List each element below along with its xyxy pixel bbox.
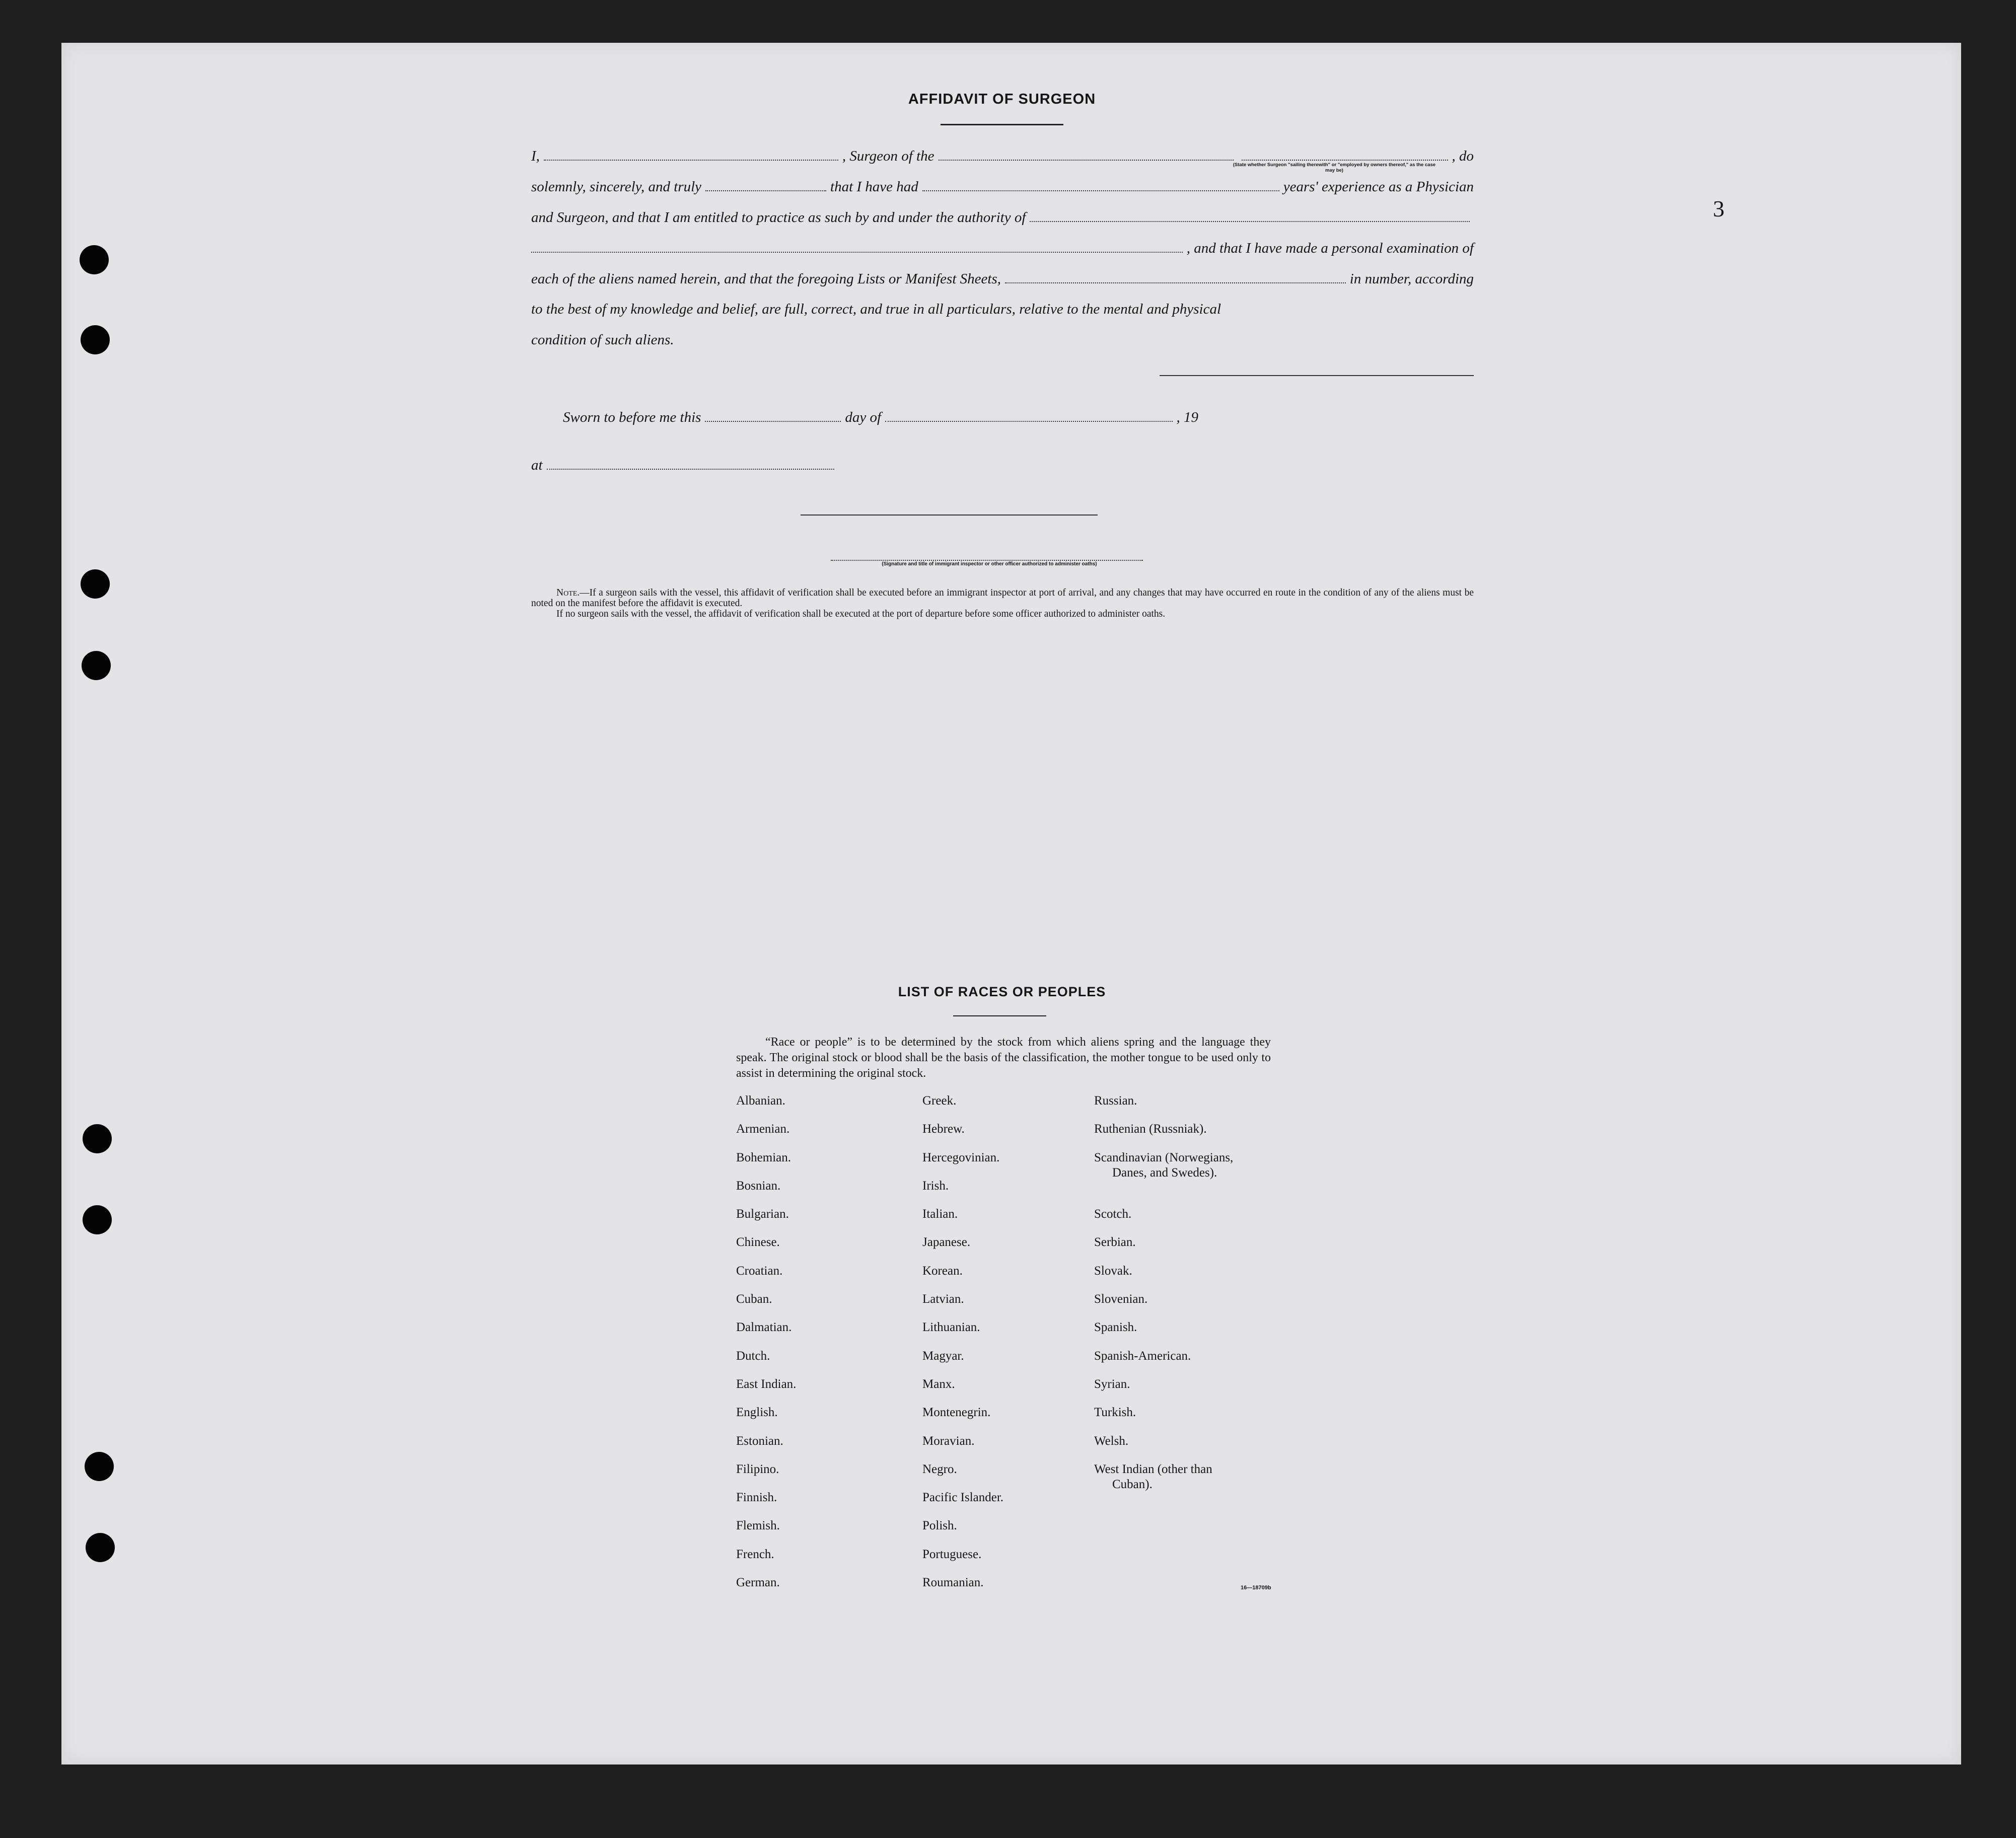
note-text: —If a surgeon sails with the vessel, this affidavit of verification shall be executed before an immigrant inspector at port of arrival, and any changes that may have occurred en route in the condition of any of the aliens must be noted on the manifest before the affidavit is executed. [531,587,1474,609]
race-item: Polish. [922,1519,957,1533]
affidavit-text: , 19 [1176,409,1198,425]
race-item: Hebrew. [922,1122,965,1136]
races-intro-text: “Race or people” is to be determined by the stock from which aliens spring and the language they speak. The original stock or blood shall be the basis of the classification, the mother tongue to be used only to assist in determining the original stock. [736,1036,1271,1080]
race-item: Greek. [922,1094,957,1108]
affidavit-line-5 [531,271,1474,286]
race-item: Bohemian. [736,1150,791,1164]
race-item: Dalmatian. [736,1320,792,1335]
affidavit-text: solemnly, sincerely, and truly [531,179,702,195]
years-experience-field[interactable] [922,179,1279,191]
race-item [1094,1150,1233,1207]
race-item: Irish. [922,1179,949,1193]
affidavit-text: , and that I have made a personal examination of [1186,240,1474,256]
affidavit-text: , do [1452,148,1474,164]
affidavit-line-2 [531,179,1474,194]
punch-hole [82,651,111,680]
surgeon-name-field[interactable] [544,149,838,161]
race-item: Albanian. [736,1094,785,1108]
race-item: Filipino. [736,1462,779,1476]
race-item-line: Cuban). [1112,1477,1153,1491]
races-column-2 [922,1093,1003,1603]
race-item: English. [736,1406,778,1420]
affidavit-text: and Surgeon, and that I am entitled to practice as such by and under the authority of [531,209,1026,226]
race-item: Welsh. [1094,1434,1129,1448]
race-item: Japanese. [922,1235,971,1249]
race-item: Spanish. [1094,1320,1137,1335]
punch-hole [85,1452,114,1481]
affidavit-text: in number, according [1349,271,1474,287]
race-item-line: West Indian (other than [1094,1462,1212,1476]
affidavit-text: each of the aliens named herein, and that the foregoing Lists or Manifest Sheets, [531,271,1001,287]
sworn-line [563,410,1198,425]
race-item: German. [736,1576,780,1590]
race-item: Armenian. [736,1122,790,1136]
race-item-line: Danes, and Swedes). [1112,1165,1217,1180]
affidavit-text: at [531,457,543,473]
affidavit-text: , Surgeon of the [842,148,934,164]
races-intro [736,1035,1271,1081]
race-item: Bosnian. [736,1179,781,1193]
sworn-month-field[interactable] [885,410,1172,422]
official-title-line[interactable] [831,560,1143,561]
race-item: Portuguese. [922,1547,982,1561]
race-item: Lithuanian. [922,1320,980,1335]
race-item: Latvian. [922,1292,964,1306]
race-item [1094,1462,1233,1519]
race-item: Italian. [922,1207,958,1221]
official-signature-line[interactable] [801,514,1098,516]
race-item: Estonian. [736,1434,783,1448]
race-item: Croatian. [736,1264,783,1278]
title-underline [941,124,1063,125]
race-item: Roumanian. [922,1576,984,1590]
affidavit-text: Sworn to before me this [563,409,701,425]
race-item: Ruthenian (Russniak). [1094,1122,1207,1136]
race-item: Dutch. [736,1349,770,1363]
note-label: Note. [556,587,580,598]
race-item: Finnish. [736,1491,777,1505]
race-item: Hercegovinian. [922,1150,1000,1164]
authority-continued-field[interactable] [531,241,1183,253]
page-number: 3 [1713,196,1724,222]
races-column-1 [736,1093,796,1603]
punch-hole [83,1205,112,1234]
race-item: Slovak. [1094,1264,1132,1278]
sheet-count-field[interactable] [1005,271,1346,283]
race-item: Moravian. [922,1434,975,1448]
surgeon-status-note: (State whether Surgeon "sailing therewith" or "employed by owners thereof," as the case may be) [1233,162,1436,173]
race-item: Magyar. [922,1349,964,1363]
affidavit-line-1 [531,149,1474,164]
race-item-line: Scandinavian (Norwegians, [1094,1150,1234,1164]
race-item: Flemish. [736,1519,780,1533]
races-list-title: LIST OF RACES OR PEOPLES [898,984,1106,999]
race-item: Montenegrin. [922,1406,991,1420]
affidavit-title: AFFIDAVIT OF SURGEON [908,91,1096,107]
punch-hole [81,325,110,354]
race-item: Russian. [1094,1094,1137,1108]
affidavit-line-3 [531,210,1474,225]
authority-field[interactable] [1030,210,1470,222]
note-block [531,587,1474,619]
surgeon-status-field[interactable] [1242,149,1448,161]
surgeon-signature-line[interactable] [1160,375,1474,376]
races-column-3 [1094,1093,1233,1518]
affidavit-text: I, [531,148,540,164]
affidavit-line-7: condition of such aliens. [531,332,674,348]
affidavit-text: that I have had [830,179,918,195]
affidavit-line-4 [531,241,1474,256]
punch-hole [81,569,110,599]
punch-hole [83,1124,112,1153]
race-item: Korean. [922,1264,963,1278]
affidavit-text: day of [845,409,882,425]
vessel-name-field[interactable] [939,149,1234,161]
race-item: Scotch. [1094,1207,1132,1221]
sworn-place-field[interactable] [547,458,834,470]
oath-type-field[interactable] [705,179,826,191]
race-item: Spanish-American. [1094,1349,1191,1363]
note-paragraph-2: If no surgeon sails with the vessel, the affidavit of verification shall be executed at the port of departure before some officer authorized to administer oaths. [556,609,1166,619]
race-item: Bulgarian. [736,1207,789,1221]
affidavit-line-6: to the best of my knowledge and belief, are full, correct, and true in all particulars, relative to the mental and physical [531,301,1221,317]
note-paragraph-1 [531,587,1474,609]
sworn-day-field[interactable] [705,410,841,422]
punch-hole [86,1533,115,1562]
race-item: Chinese. [736,1235,780,1249]
race-item: East Indian. [736,1377,797,1391]
race-item: Slovenian. [1094,1292,1148,1306]
race-item: Cuban. [736,1292,772,1306]
race-item: Negro. [922,1462,957,1476]
affidavit-text: years' experience as a Physician [1283,179,1474,195]
sworn-place-line [531,458,838,473]
punch-hole [80,245,109,274]
signature-caption: (Signature and title of immigrant inspector or other officer authorized to administer oaths) [882,561,1097,567]
races-title-underline [953,1015,1046,1016]
form-code: 16—18709b [1241,1585,1271,1591]
race-item: French. [736,1547,774,1561]
race-item: Manx. [922,1377,955,1391]
race-item: Turkish. [1094,1406,1136,1420]
race-item: Syrian. [1094,1377,1130,1391]
race-item: Pacific Islander. [922,1491,1004,1505]
race-item: Serbian. [1094,1235,1136,1249]
